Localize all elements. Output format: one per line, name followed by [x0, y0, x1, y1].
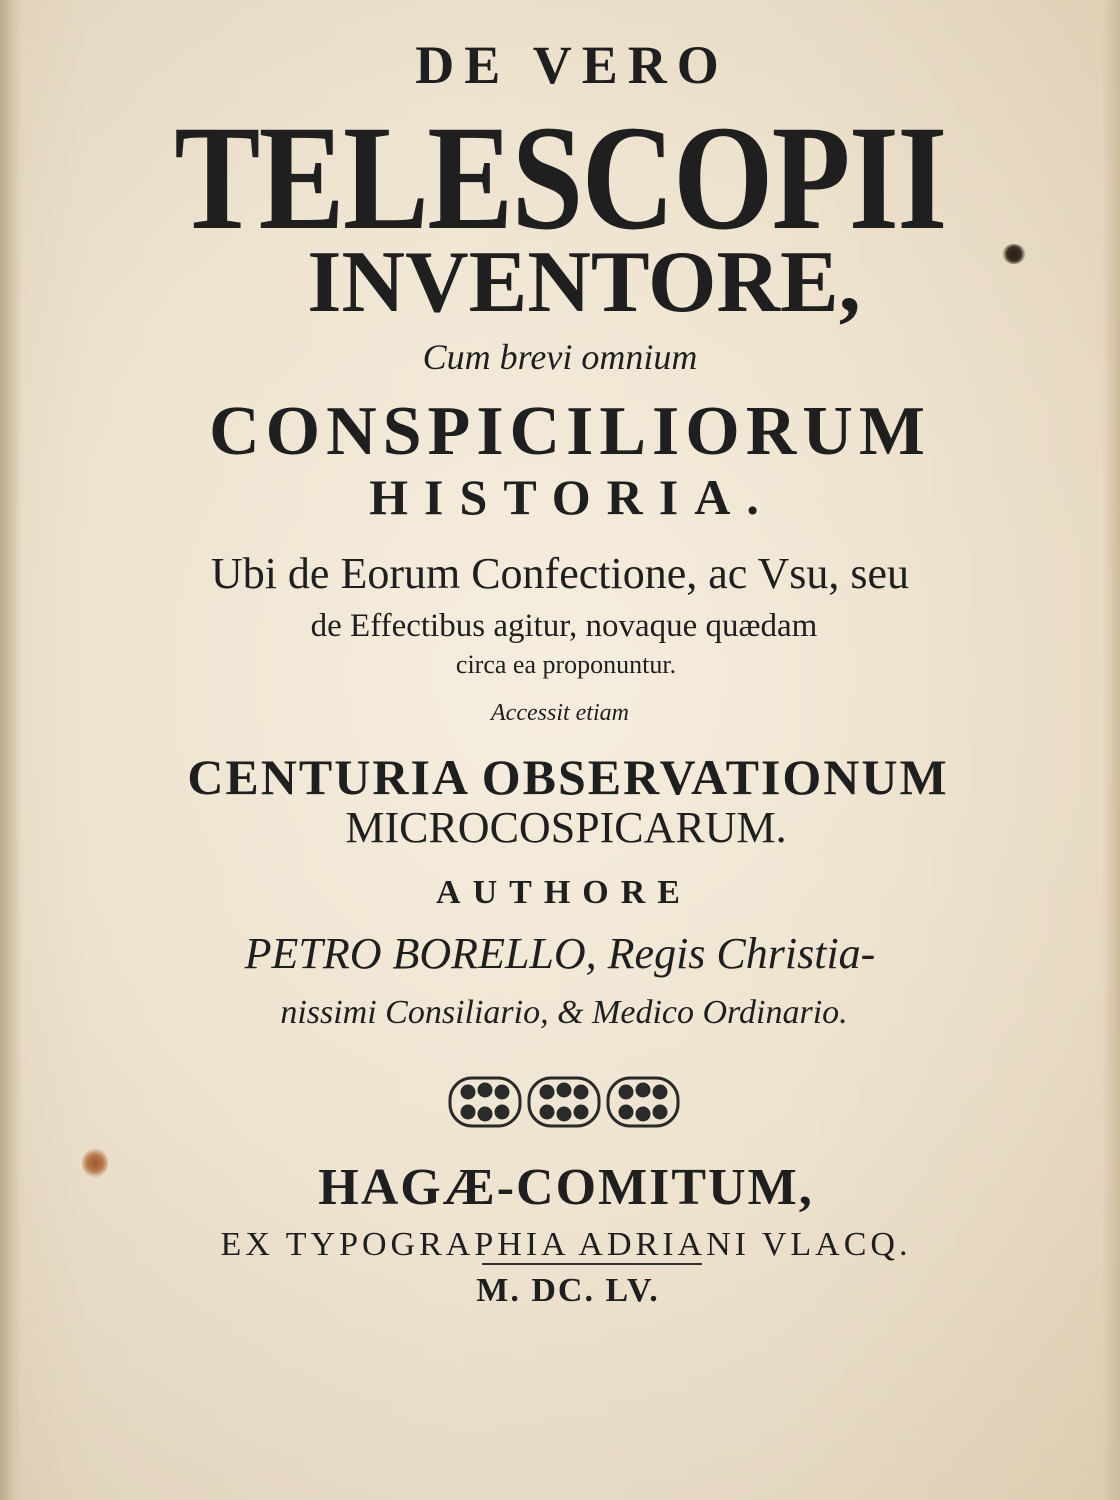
- imprint-city: HAGÆ-COMITUM,: [318, 1159, 814, 1216]
- title-line-telescopii: TELESCOPII: [174, 95, 946, 261]
- description-line-3: circa ea proponuntur.: [455, 650, 677, 679]
- author-line: [0, 926, 1120, 979]
- subtitle-line-cum-brevi: Cum brevi omnium: [422, 337, 698, 377]
- imprint-rule: [482, 1263, 702, 1265]
- accessit-etiam-line: Accessit etiam: [491, 700, 629, 726]
- imprint-printer: EX TYPOGRAPHIA ADRIANI VLACQ.: [220, 1226, 912, 1263]
- title-line-conspiciliorum: CONSPICILIORUM: [209, 393, 931, 470]
- title-line-centuria: CENTURIA OBSERVATIONUM: [187, 749, 949, 805]
- author-name: PETRO BORELLO,: [244, 929, 597, 978]
- description-line-1: Ubi de Eorum Confectione, ac Vsu, seu: [210, 549, 910, 598]
- title-line-microcospicarum: MICROCOSPICARUM.: [345, 803, 787, 852]
- fleuron-2: [529, 1078, 599, 1126]
- description-line-2: de Effectibus agitur, novaque quædam: [310, 608, 818, 644]
- authore-line: AUTHORE: [436, 874, 692, 911]
- fleuron-3: [608, 1078, 678, 1126]
- imprint-year: M. DC. LV.: [476, 1272, 660, 1309]
- author-title-end: nissimi Consiliario, & Medico Ordinario.: [280, 994, 848, 1031]
- fleuron-1: [450, 1078, 520, 1126]
- title-line-historia: HISTORIA.: [369, 469, 775, 525]
- author-title-start: Regis Christia-: [596, 929, 876, 978]
- title-line-inventore: INVENTORE,: [307, 234, 861, 331]
- fleuron-ornament-icon: [446, 1072, 682, 1132]
- title-line-de-vero: DE VERO: [415, 35, 729, 95]
